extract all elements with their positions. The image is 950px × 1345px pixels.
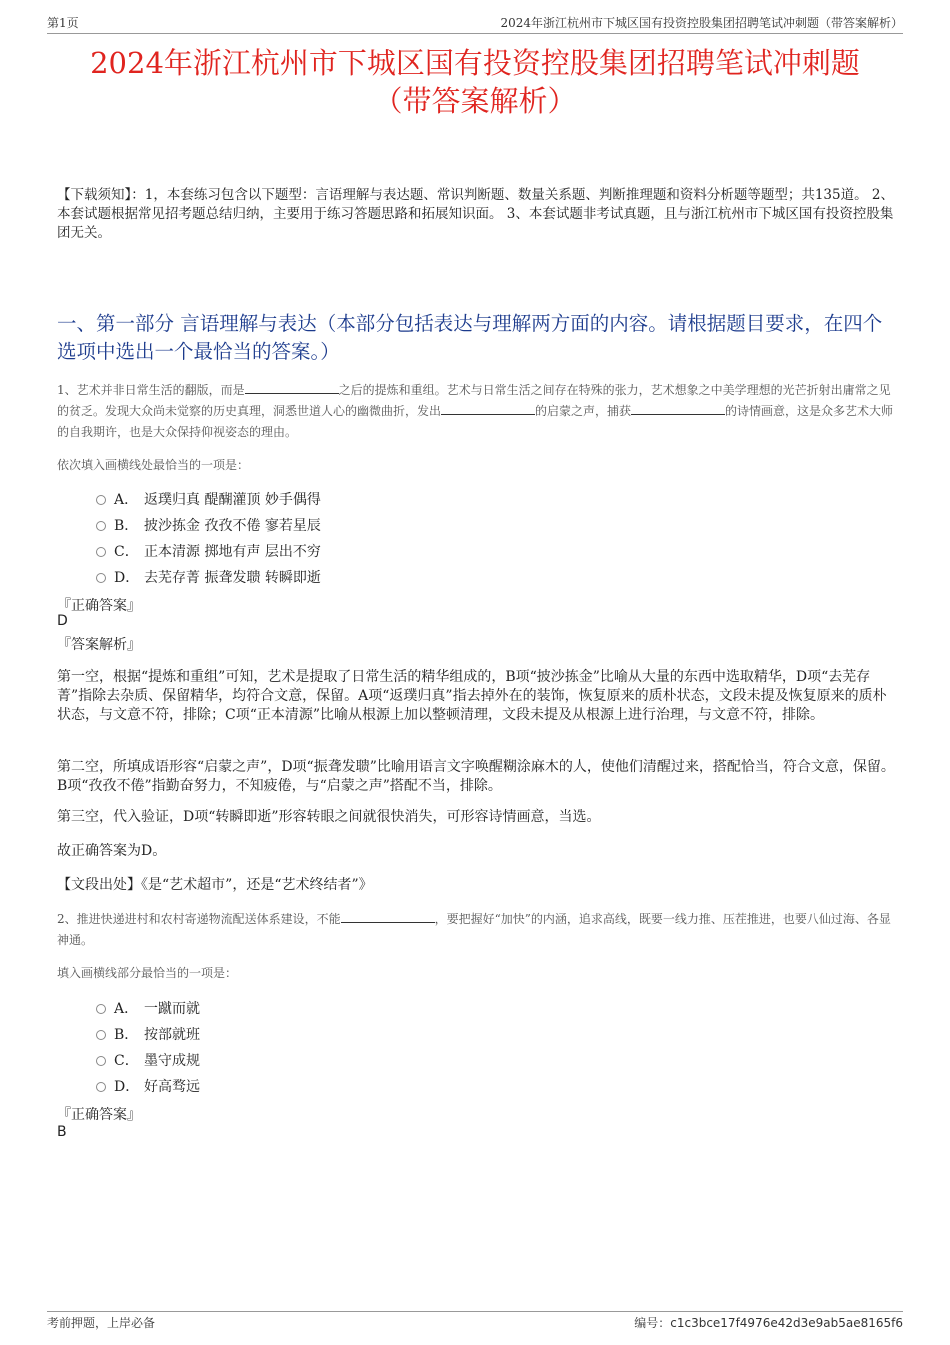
header-divider (47, 33, 903, 34)
q2-correct-label: 『正确答案』 (57, 1107, 141, 1123)
q1-options (96, 487, 321, 591)
q2-text-1: 2、推进快递进村和农村寄递物流配送体系建设，不能 (57, 912, 341, 926)
q2-text-2: ，要把握好“加快”的内涵，追求高线，既要一线力推、压茬推进，也要八仙过海、各显神通。 (57, 912, 891, 947)
section-heading: 一、第一部分 言语理解与表达（本部分包括表达与理解两方面的内容。请根据题目要求，在四个选项中选出一个最恰当的答案。） (57, 312, 883, 363)
q1-blank-2 (441, 402, 535, 415)
footer-code (634, 1314, 903, 1331)
title-line-1: 2024年浙江杭州市下城区国有投资控股集团招聘笔试冲刺题 (90, 46, 860, 80)
q1-option-a[interactable]: A． 返璞归真 醍醐灌顶 妙手偶得 (96, 487, 321, 513)
q1-blank-3 (631, 402, 725, 415)
q1-answer: D (57, 613, 68, 629)
q2-prompt: 填入画横线部分最恰当的一项是： (57, 966, 238, 980)
q1-option-c[interactable]: C． 正本清源 掷地有声 层出不穷 (96, 539, 321, 565)
q1-analysis-label: 『答案解析』 (57, 637, 141, 653)
document-title (40, 44, 910, 120)
q1-correct-label: 『正确答案』 (57, 598, 141, 614)
radio-icon[interactable] (96, 573, 106, 583)
q2-option-a[interactable]: A． 一蹴而就 (96, 996, 200, 1022)
download-notice: 【下载须知】：1，本套练习包含以下题型：言语理解与表达题、常识判断题、数量关系题、判断推理题和资料分析题等题型；共135道。 2、本套试题根据常见招考题总结归纳，主要用于练习答题思路和拓展知识面。 3、本套试题非考试真题，且与浙江杭州市下城区国有投资控股集团无关。 (57, 187, 894, 241)
question-1-stem (57, 380, 897, 443)
q2-option-b[interactable]: B． 按部就班 (96, 1022, 200, 1048)
q1-text-2: 之后的提炼和重组。艺术与日常生活之间存在特殊的张力，艺术想象之中美学理想的光芒折射出庸常之见的贫乏。发现大众尚未觉察的历史真理，洞悉世道人心的幽微曲折，发出 (57, 383, 891, 418)
q2-option-d[interactable]: D． 好高骛远 (96, 1074, 200, 1100)
q1-blank-1 (245, 381, 339, 394)
q1-text-1: 1、艺术并非日常生活的翻版，而是 (57, 383, 245, 397)
radio-icon[interactable] (96, 547, 106, 557)
footer-code-label: 编号： (634, 1316, 671, 1330)
q1-source: 【文段出处】《是“艺术超市”，还是“艺术终结者”》 (57, 877, 373, 893)
q1-analysis-2: 第二空，所填成语形容“启蒙之声”，D项“振聋发聩”比喻用语言文字唤醒糊涂麻木的人，使他们清醒过来，搭配恰当，符合文意，保留。B项“孜孜不倦”指勤奋努力，不知疲倦，与“启蒙之声”搭配不当，排除。 (57, 759, 895, 794)
q1-option-b[interactable]: B． 披沙拣金 孜孜不倦 寥若星辰 (96, 513, 321, 539)
page-header (47, 14, 903, 32)
question-2-stem (57, 909, 897, 951)
q2-option-c[interactable]: C． 墨守成规 (96, 1048, 200, 1074)
q2-answer: B (57, 1124, 67, 1140)
q1-text-3: 的启蒙之声，捕获 (535, 404, 632, 418)
q1-analysis-1: 第一空，根据“提炼和重组”可知，艺术是提取了日常生活的精华组成的，B项“披沙拣金”比喻从大量的东西中选取精华，D项“去芜存菁”指除去杂质、保留精华，均符合文意，保留。A项“返璞归真”指去掉外在的装饰，恢复原来的质朴状态，文段未提及恢复原来的质朴状态，与文意不符，排除；C项“正本清源”比喻从根源上加以整顿清理，文段未提及从根源上进行治理，与文意不符，排除。 (57, 669, 887, 723)
footer-code-value: c1c3bce17f4976e42d3e9ab5ae8165f6 (670, 1316, 903, 1330)
radio-icon[interactable] (96, 495, 106, 505)
radio-icon[interactable] (96, 1056, 106, 1066)
header-doc-title: 2024年浙江杭州市下城区国有投资控股集团招聘笔试冲刺题（带答案解析） (500, 16, 903, 30)
q1-text-4: 的诗情画意，这是众多艺术大师的自我期许，也是大众保持仰视姿态的理由。 (57, 404, 894, 439)
radio-icon[interactable] (96, 521, 106, 531)
q1-analysis-3: 第三空，代入验证，D项“转瞬即逝”形容转眼之间就很快消失，可形容诗情画意，当选。 (57, 809, 601, 825)
footer-divider (47, 1311, 903, 1312)
radio-icon[interactable] (96, 1004, 106, 1014)
radio-icon[interactable] (96, 1082, 106, 1092)
q2-options (96, 996, 200, 1100)
q1-prompt: 依次填入画横线处最恰当的一项是： (57, 458, 250, 472)
q2-blank-1 (341, 910, 435, 923)
q1-analysis-4: 故正确答案为D。 (57, 843, 167, 859)
footer-slogan: 考前押题，上岸必备 (47, 1316, 156, 1330)
title-line-2: （带答案解析） (373, 84, 577, 118)
page-number: 第1页 (47, 16, 79, 30)
q1-option-d[interactable]: D． 去芜存菁 振聋发聩 转瞬即逝 (96, 565, 321, 591)
radio-icon[interactable] (96, 1030, 106, 1040)
